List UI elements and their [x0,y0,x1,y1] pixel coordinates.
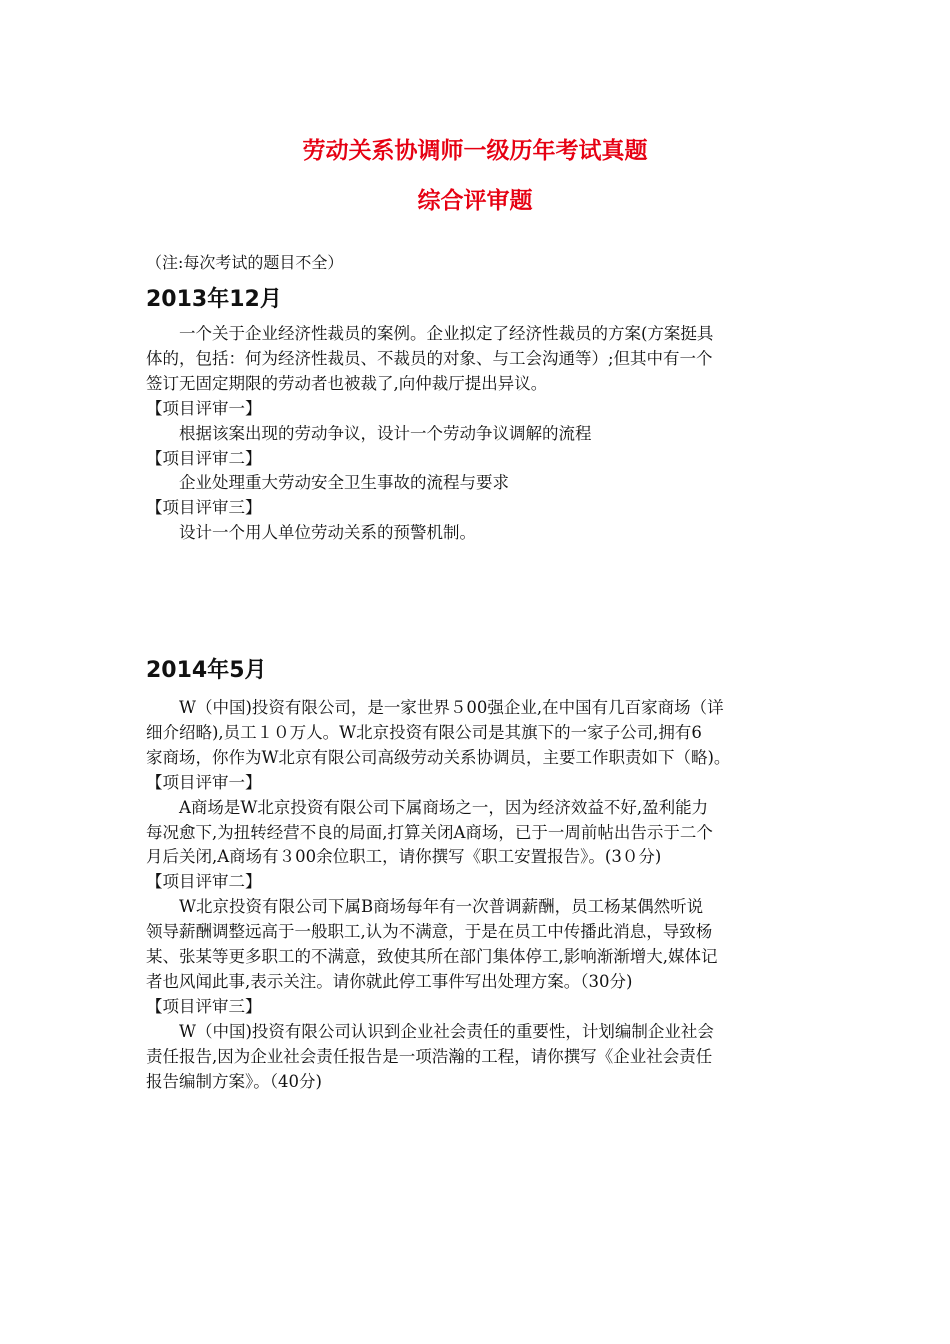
note-text: （注:每次考试的题目不全） [146,253,344,272]
document-subtitle: 综合评审题 [417,188,533,214]
year-heading-2014: 2014年5月 [146,658,267,683]
item-label: 【项目评审三】 [146,498,262,518]
item-text: W（中国)投资有限公司认识到企业社会责任的重要性，计划编制企业社会 责任报告,因为企业社会责任报告是一项浩瀚的工程，请你撰写《企业社会责任 报告编制方案》。（40分) [146,1021,714,1091]
item-label: 【项目评审一】 [146,398,262,418]
section-2014 [146,696,826,1095]
case-description: 一个关于企业经济性裁员的案例。企业拟定了经济性裁员的方案(方案挺具 体的，包括：何为经济性裁员、不裁员的对象、与工会沟通等）;但其中有一个 签订无固定期限的劳动者也被裁了,向仲裁厅提出异议。 [146,324,714,393]
item-label: 【项目评审二】 [146,872,262,892]
item-label: 【项目评审二】 [146,448,262,468]
item-text: 根据该案出现的劳动争议，设计一个劳动争议调解的流程 [179,423,592,443]
item-text: A商场是W北京投资有限公司下属商场之一，因为经济效益不好,盈利能力 每况愈下,为扭转经营不良的局面,打算关闭A商场，已于一周前帖出告示于二个 月后关闭,A商场有３00余位职工，请你撰写《职工安置报告》。(3０分) [146,797,713,867]
item-label: 【项目评审三】 [146,996,262,1016]
item-text: 设计一个用人单位劳动关系的预警机制。 [179,523,476,543]
document-title: 劳动关系协调师一级历年考试真题 [302,138,648,164]
case-description: W（中国)投资有限公司，是一家世界５00强企业,在中国有几百家商场（详 细介绍略),员工１０万人。W北京投资有限公司是其旗下的一家子公司,拥有6 家商场，你作为W北京有限公司高级劳动关系协调员，主要工作职责如下（略)。 [146,698,731,767]
item-text: 企业处理重大劳动安全卫生事故的流程与要求 [179,473,509,493]
item-text: W北京投资有限公司下属B商场每年有一次普调薪酬，员工杨某偶然听说 领导薪酬调整远高于一般职工,认为不满意，于是在员工中传播此消息，导致杨 某、张某等更多职工的不满意，致使其所在部门集体停工,影响渐渐增大,媒体记 者也风闻此事,表示关注。请你就此停工事件写出处理方案。（30分) [146,897,718,991]
year-heading-2013: 2013年12月 [146,287,282,312]
item-label: 【项目评审一】 [146,772,262,792]
section-2013 [146,322,826,546]
